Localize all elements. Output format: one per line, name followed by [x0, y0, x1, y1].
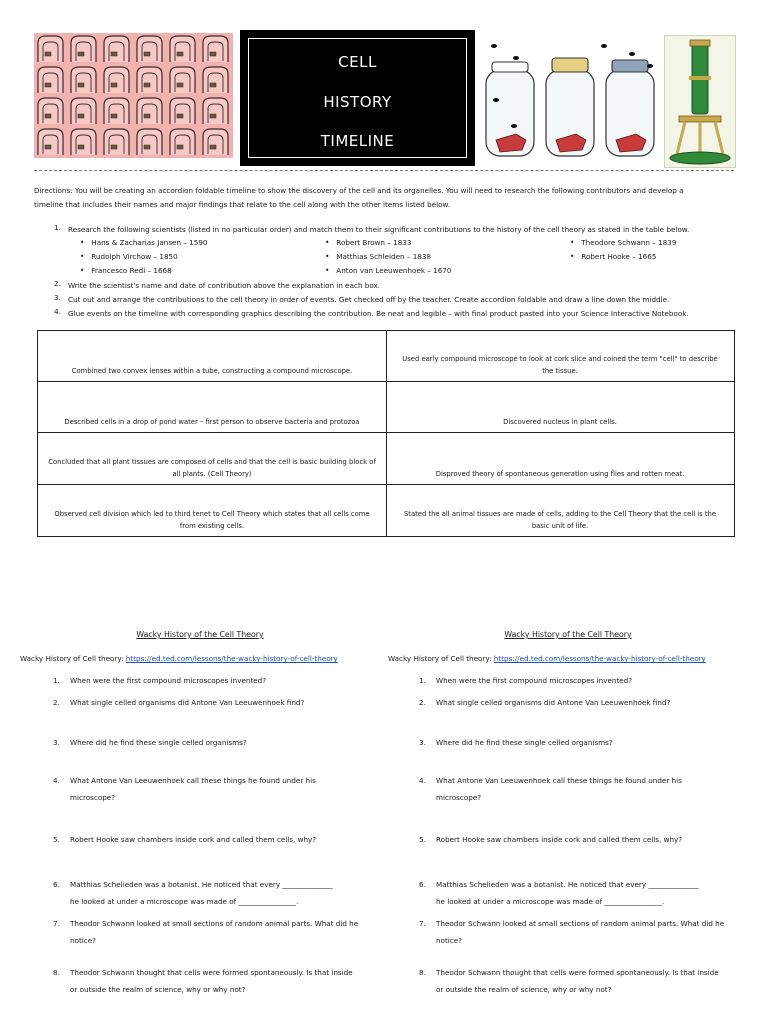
table-cell: Stated the all animal tissues are made of cells, adding to the Cell Theory that the cell is the basic unit of life. — [403, 510, 717, 530]
question-number: 5. — [419, 835, 426, 844]
question-text: notice? — [70, 936, 96, 945]
open-jar — [486, 62, 534, 156]
question-text: What Antone Van Leeuwenhoek call these things he found under his — [436, 776, 682, 785]
question-number: 7. — [53, 919, 60, 928]
video-link-line — [388, 652, 706, 665]
scientist-item: • Rudolph Virchow – 1850 — [80, 252, 178, 261]
flies-jars-image — [480, 34, 660, 162]
jars-drawing — [480, 34, 660, 162]
microscope-drawing — [665, 36, 735, 167]
video-link-line — [20, 652, 338, 665]
title-frame — [248, 38, 467, 158]
question-number: 1. — [53, 676, 60, 685]
title-line-3: TIMELINE — [320, 132, 395, 150]
question-number: 2. — [53, 698, 60, 707]
step-text: Research the following scientists (listed in no particular order) and match them to their significant contributions to the history of the cell theory as stated in the table below. — [68, 225, 690, 234]
scientist-item: • Matthias Schleiden – 1838 — [325, 252, 432, 261]
question-text: When were the first compound microscopes invented? — [436, 676, 633, 685]
table-cell: Combined two convex lenses within a tube, constructing a compound microscope. — [71, 367, 353, 375]
scientist-item: • Anton van Leeuwenhoek – 1670 — [325, 266, 452, 275]
question-text: Matthias Schelieden was a botanist. He noticed that every ______________ — [436, 880, 699, 889]
scientist-item: • Hans & Zacharias Jansen – 1590 — [80, 238, 208, 247]
video-link-label: Wacky History of Cell theory: — [20, 654, 126, 663]
gauze-jar — [546, 58, 594, 156]
question-text: Theodor Schwann looked at small sections of random animal parts. What did he — [436, 919, 725, 928]
video-link[interactable]: https://ed.ted.com/lessons/the-wacky-history-of-cell-theory — [125, 654, 338, 663]
table-cell: Observed cell division which led to third tenet to Cell Theory which states that all cells come from existing cells. — [54, 510, 370, 530]
worksheet-heading: Wacky History of the Cell Theory — [136, 630, 264, 639]
title-line-2: HISTORY — [323, 93, 392, 111]
question-number: 2. — [419, 698, 426, 707]
question-text: he looked at under a microscope was made of ________________. — [436, 897, 665, 906]
question-number: 4. — [53, 776, 60, 785]
question-number: 1. — [419, 676, 426, 685]
question-text: microscope? — [436, 793, 482, 802]
table-cell: Used early compound microscope to look at cork slice and coined the term "cell" to describe the tissue. — [402, 355, 718, 375]
question-text: or outside the realm of science, why or why not? — [70, 985, 246, 994]
question-text: he looked at under a microscope was made of ________________. — [70, 897, 299, 906]
question-text: Matthias Schelieden was a botanist. He noticed that every ______________ — [70, 880, 333, 889]
worksheet-column-left — [20, 626, 380, 1006]
scientist-item: • Theodore Schwann – 1839 — [570, 238, 677, 247]
table-cell: Described cells in a drop of pond water – first person to observe bacteria and protozoa — [64, 418, 360, 426]
table-cell: Discovered nucleus in plant cells. — [503, 418, 617, 426]
video-link[interactable]: https://ed.ted.com/lessons/the-wacky-history-of-cell-theory — [493, 654, 706, 663]
step-number: 2. — [54, 279, 61, 288]
scientist-item: • Robert Brown – 1833 — [325, 238, 412, 247]
question-text: What single celled organisms did Antone Van Leeuwenhoek find? — [436, 698, 671, 707]
question-text: Theodor Schwann looked at small sections of random animal parts. What did he — [70, 919, 359, 928]
microscope-image — [664, 35, 736, 168]
question-text: Robert Hooke saw chambers inside cork and called them cells, why? — [70, 835, 317, 844]
question-text: When were the first compound microscopes invented? — [70, 676, 267, 685]
directions-line-2: timeline that includes their names and major findings that relate to the cell along with the other items listed below. — [34, 200, 451, 209]
question-number: 6. — [53, 880, 60, 889]
question-number: 3. — [53, 738, 60, 747]
worksheet-heading: Wacky History of the Cell Theory — [504, 630, 632, 639]
step-text: Glue events on the timeline with corresponding graphics describing the contribution. Be neat and legible – with final product pasted into your Science Interactive Notebook. — [68, 309, 689, 318]
question-text: Theodor Schwann thought that cells were formed spontaneously. Is that inside — [70, 968, 353, 977]
question-number: 8. — [53, 968, 60, 977]
question-text: notice? — [436, 936, 462, 945]
question-number: 7. — [419, 919, 426, 928]
sealed-jar — [606, 60, 654, 156]
question-number: 6. — [419, 880, 426, 889]
cork-cells-image — [34, 33, 233, 158]
step-text: Cut out and arrange the contributions to the cell theory in order of events. Get checked off by the teacher. Create accordion foldable and draw a line down the middle. — [68, 295, 670, 304]
question-text: Where did he find these single celled organisms? — [436, 738, 613, 747]
cork-cells-drawing — [34, 33, 233, 158]
video-link-label: Wacky History of Cell theory: — [388, 654, 494, 663]
question-text: Theodor Schwann thought that cells were formed spontaneously. Is that inside — [436, 968, 719, 977]
step-number: 3. — [54, 293, 61, 302]
title-line-1: CELL — [338, 53, 377, 71]
question-text: microscope? — [70, 793, 116, 802]
step-number: 4. — [54, 307, 61, 316]
step-number: 1. — [54, 223, 61, 232]
question-text: Robert Hooke saw chambers inside cork and called them cells, why? — [436, 835, 683, 844]
directions-line-1: Directions: You will be creating an accordion foldable timeline to show the discovery of the cell and its organelles. You will need to research the following contributors and develop a — [34, 186, 684, 195]
question-text: Where did he find these single celled organisms? — [70, 738, 247, 747]
table-cell: Disproved theory of spontaneous generation using flies and rotten meat. — [435, 470, 685, 478]
header-divider — [34, 170, 734, 171]
question-number: 5. — [53, 835, 60, 844]
table-cell: Concluded that all plant tissues are composed of cells and that the cell is basic building block of all plants. (Cell Theory) — [48, 458, 376, 478]
step-text: Write the scientist's name and date of contribution above the explanation in each box. — [68, 281, 381, 290]
question-text: What Antone Van Leeuwenhoek call these things he found under his — [70, 776, 316, 785]
scientist-item: • Francesco Redi – 1668 — [80, 266, 172, 275]
question-number: 4. — [419, 776, 426, 785]
question-text: or outside the realm of science, why or why not? — [436, 985, 612, 994]
contributions-table — [37, 330, 735, 537]
worksheet-column-right — [388, 626, 758, 1006]
question-number: 3. — [419, 738, 426, 747]
question-number: 8. — [419, 968, 426, 977]
title-block — [240, 30, 475, 166]
question-text: What single celled organisms did Antone Van Leeuwenhoek find? — [70, 698, 305, 707]
scientist-item: • Robert Hooke – 1665 — [570, 252, 657, 261]
